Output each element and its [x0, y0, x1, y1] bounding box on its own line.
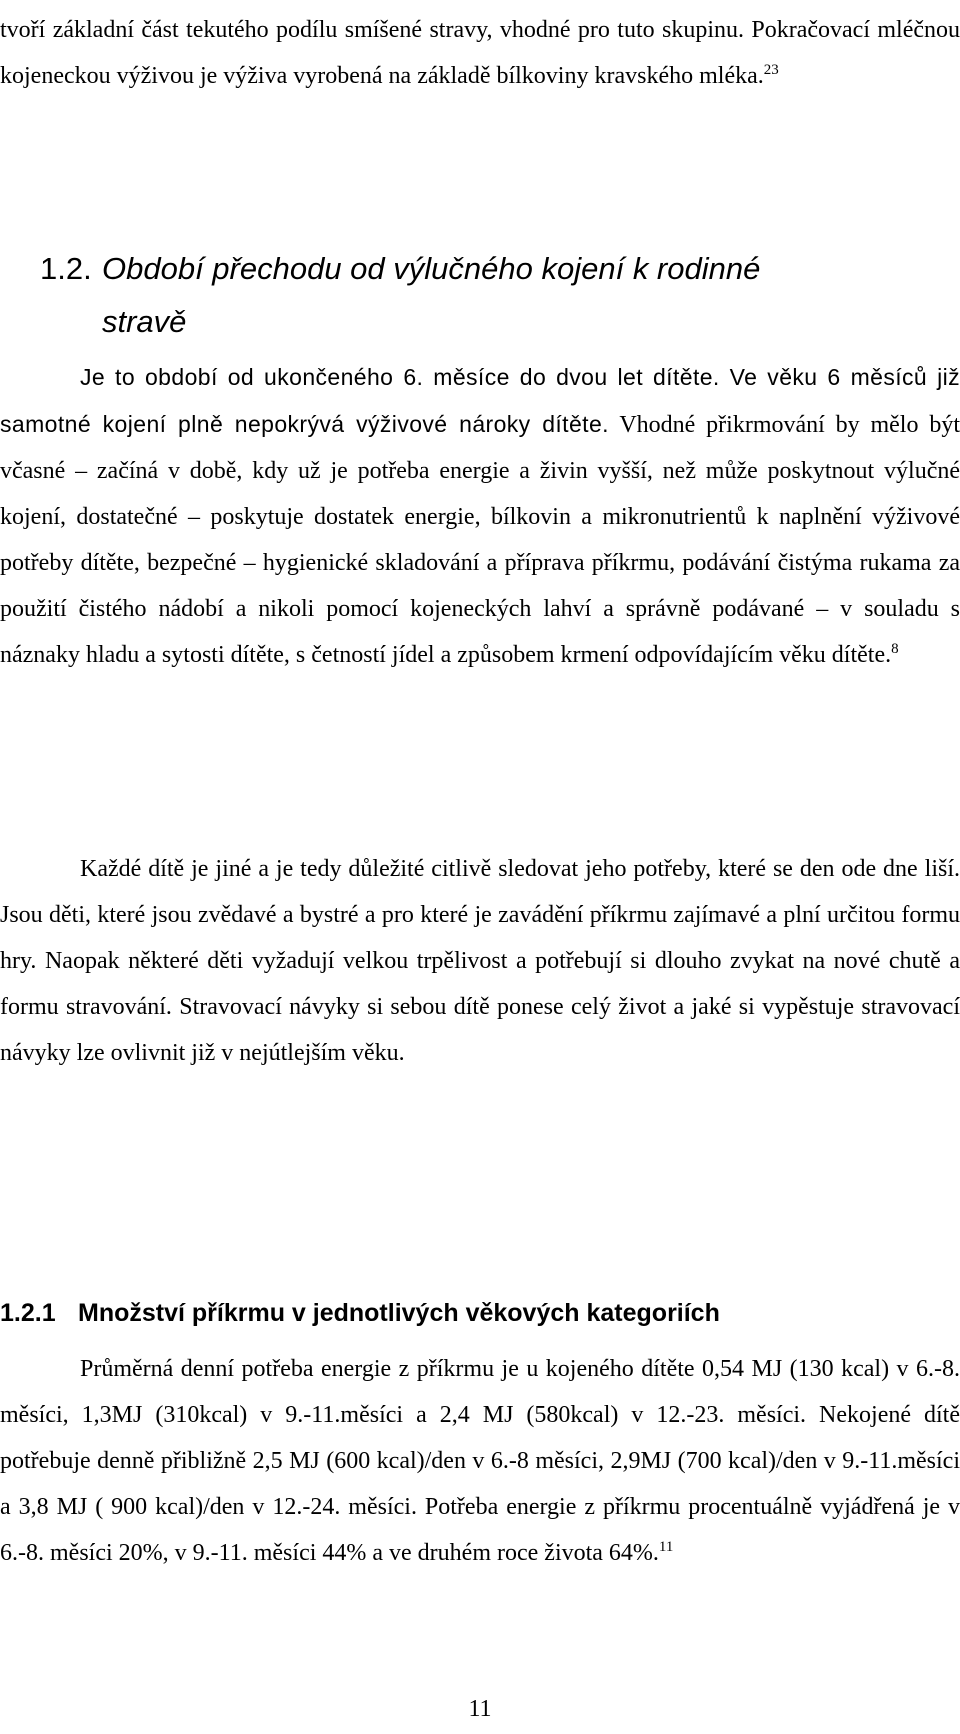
- paragraph-top: [0, 7, 960, 99]
- subsection-title: Množství příkrmu v jednotlivých věkových kategoriích: [78, 1299, 720, 1327]
- paragraph-1-serif-text: Vhodné přikrmování by mělo být včasné – začíná v době, kdy už je potřeba energie a živin vyšší, než může poskytnout výlučné kojení, dostatečné – poskytuje dostatek energie, bílkovin a mikronutrientů k naplnění výživové potřeby dítěte, bezpečné – hygienické skladování a příprava příkrmu, podávání čistýma rukama za použití čistého nádobí a nikoli pomocí kojeneckých lahví a správně podávané – v souladu s náznaky hladu a sytosti dítěte, s četností jídel a způsobem krmení odpovídajícím věku dítěte.: [0, 412, 960, 668]
- section-number: 1.2.: [40, 251, 92, 286]
- paragraph-top-text: tvoří základní část tekutého podílu smíšené stravy, vhodné pro tuto skupinu. Pokračovací mléčnou kojeneckou výživou je výživa vyrobená na základě bílkoviny kravského mléka.: [0, 17, 960, 89]
- paragraph-2-text: Každé dítě je jiné a je tedy důležité citlivě sledovat jeho potřeby, které se den ode dne liší. Jsou děti, které jsou zvědavé a bystré a pro které je zavádění příkrmu zajímavé a plní určitou formu hry. Naopak některé děti vyžadují velkou trpělivost a potřebují si dlouho zvykat na nové chutě a formu stravování. Stravovací návyky si sebou dítě ponese celý život a jaké si vypěstuje stravovací návyky lze ovlivnit již v nejútlejším věku.: [0, 856, 960, 1066]
- section-title-line2: stravě: [102, 304, 187, 339]
- paragraph-2: [0, 846, 960, 1076]
- paragraph-1: [0, 354, 960, 678]
- section-heading-1-2: [40, 242, 900, 348]
- section-title-line1: Období přechodu od výlučného kojení k rodinné: [102, 251, 761, 286]
- subsection-number: 1.2.1: [0, 1299, 56, 1327]
- footnote-ref-8: 8: [891, 641, 899, 657]
- paragraph-1-sans-text: Je to období od ukončeného 6. měsíce do dvou let dítěte. Ve věku 6 měsíců již samotné kojení plně nepokrývá výživové nároky dítěte.: [0, 364, 960, 437]
- subsection-heading-1-2-1: [0, 1296, 960, 1330]
- paragraph-3-text: Průměrná denní potřeba energie z příkrmu je u kojeného dítěte 0,54 MJ (130 kcal) v 6.-8. měsíci, 1,3MJ (310kcal) v 9.-11.měsíci a 2,4 MJ (580kcal) v 12.-23. měsíci. Nekojené dítě potřebuje denně přibližně 2,5 MJ (600 kcal)/den v 6.-8 měsíci, 2,9MJ (700 kcal)/den v 9.-11.měsíci a 3,8 MJ ( 900 kcal)/den v 12.-24. měsíci. Potřeba energie z příkrmu procentuálně vyjádřená je v 6.-8. měsíci 20%, v 9.-11. měsíci 44% a ve druhém roce života 64%.: [0, 1356, 960, 1566]
- paragraph-3: [0, 1346, 960, 1576]
- page-number: 11: [468, 1696, 492, 1722]
- footnote-ref-23: 23: [763, 62, 779, 78]
- footnote-ref-11: 11: [658, 1539, 674, 1555]
